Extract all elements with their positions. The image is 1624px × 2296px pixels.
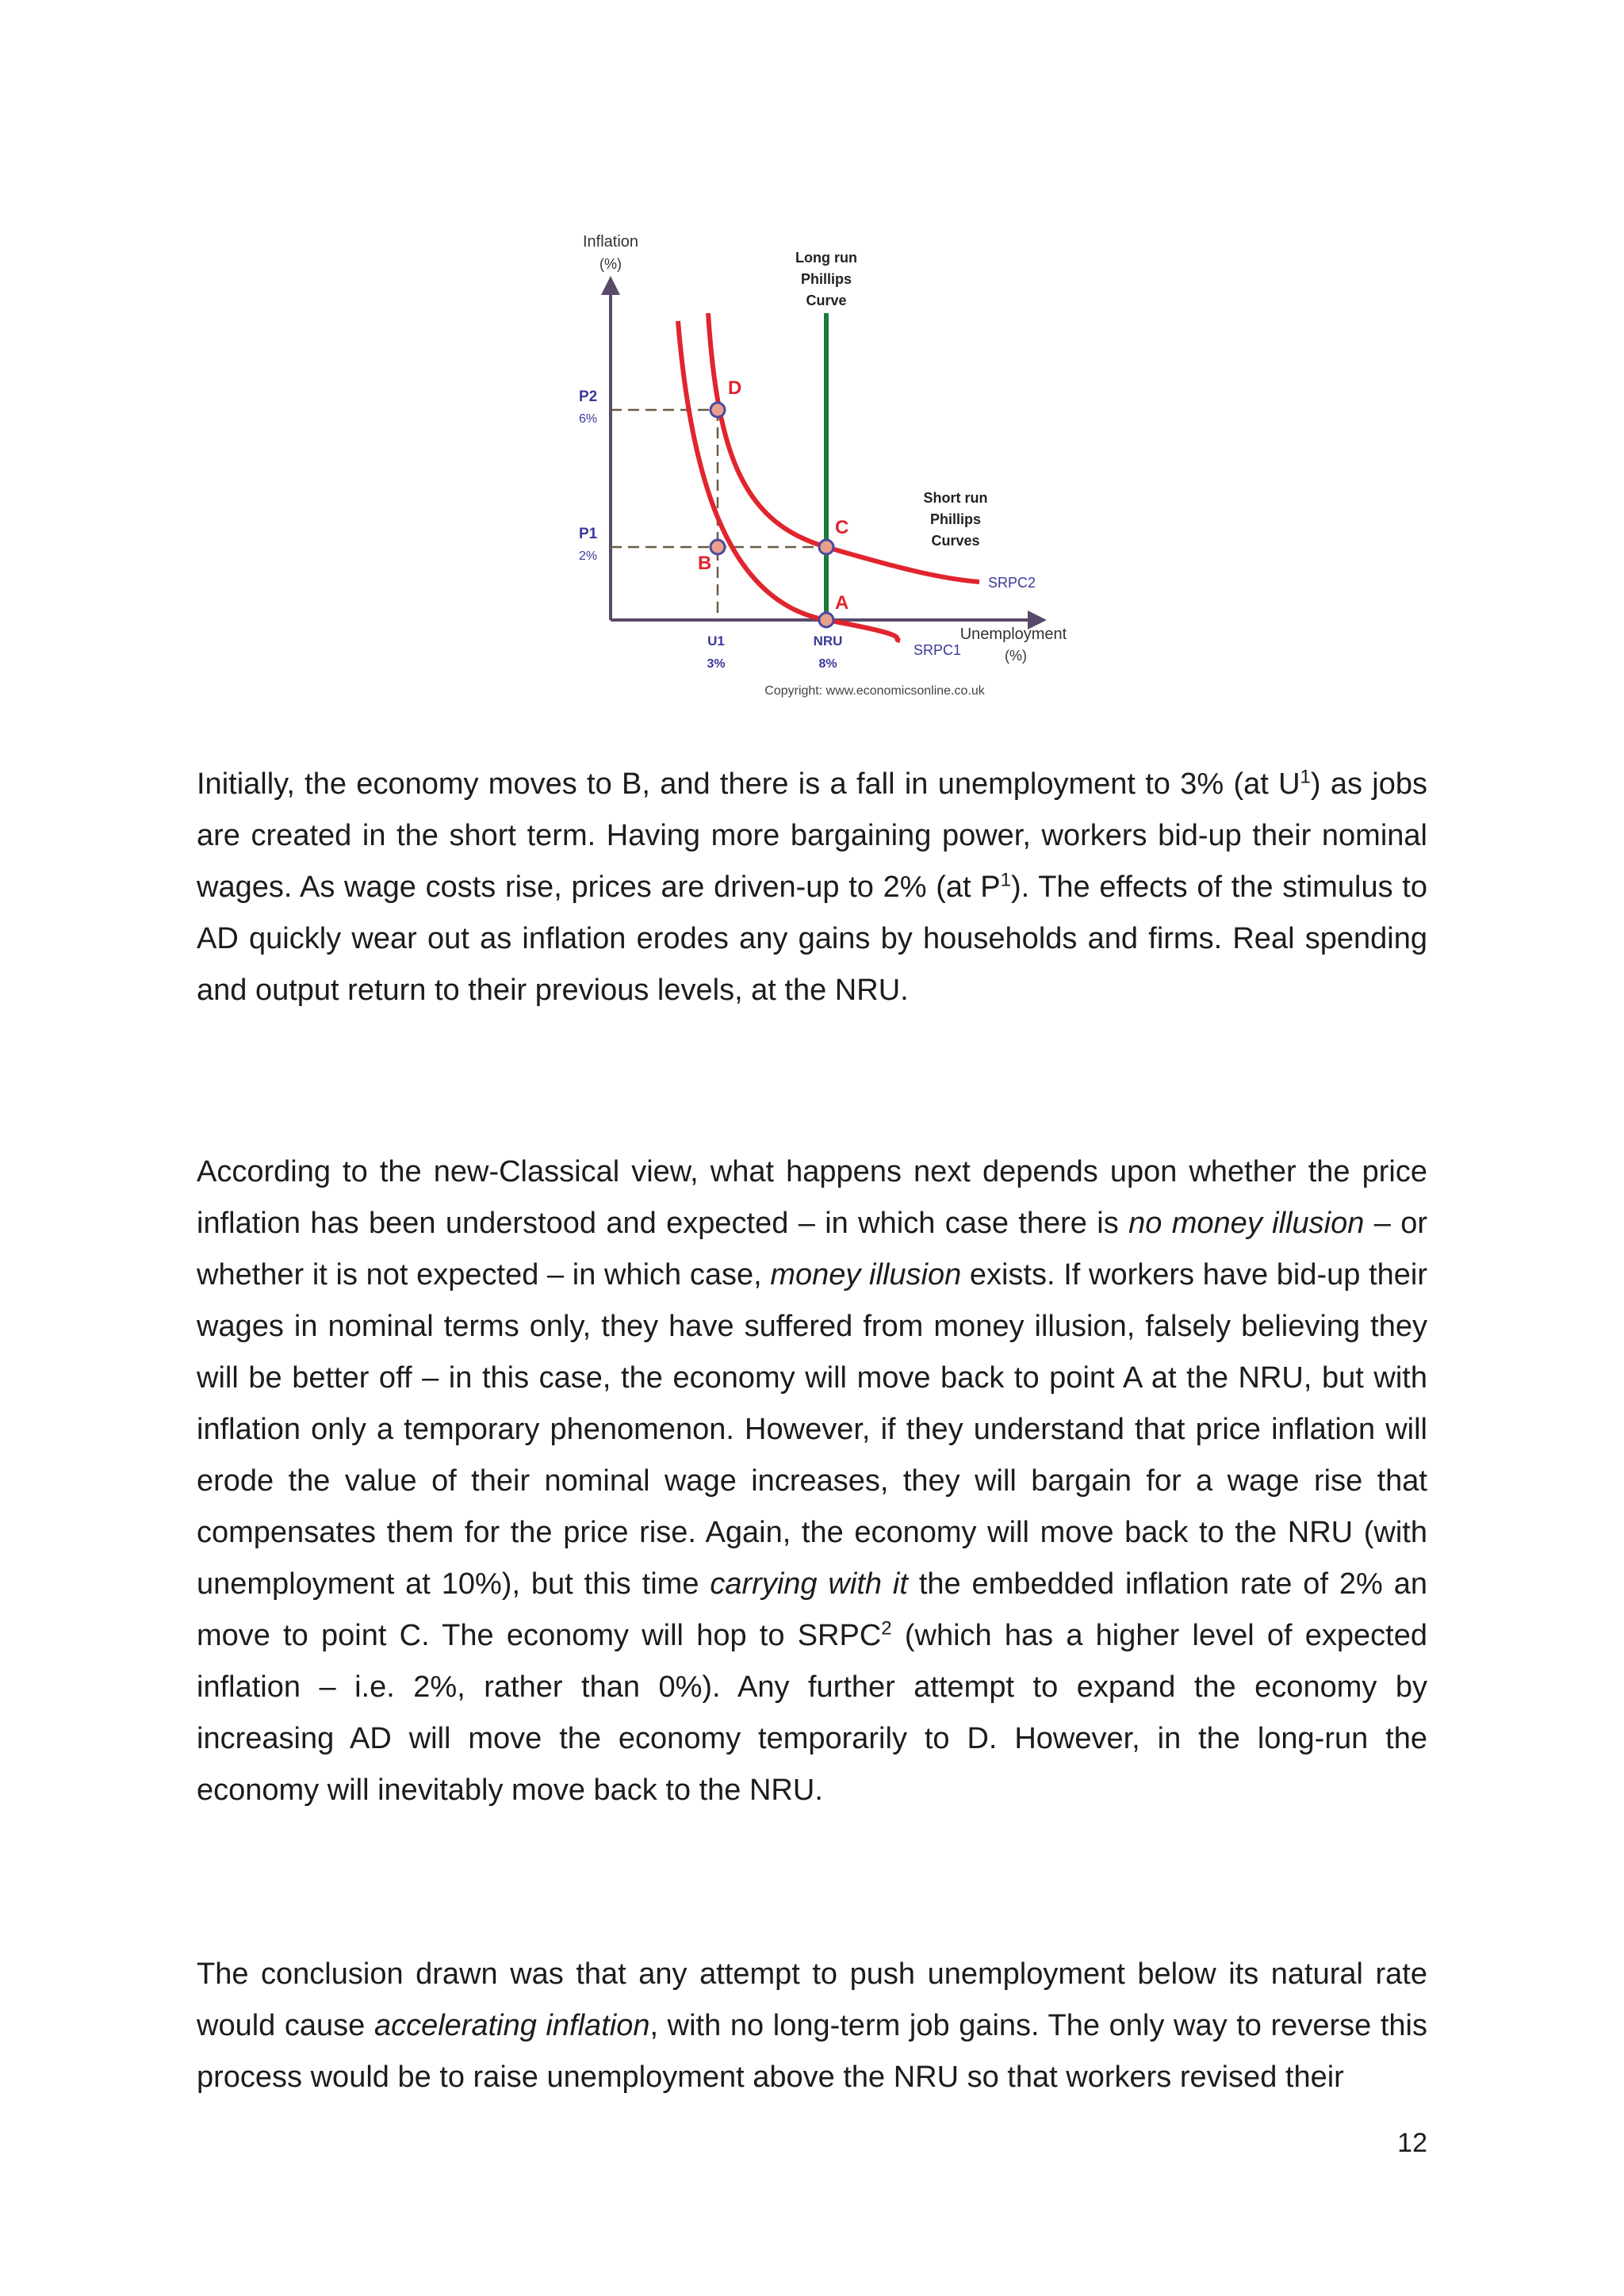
phillips-curve-figure xyxy=(0,0,1624,714)
paragraph-1: Initially, the economy moves to B, and there is a fall in unemployment to 3% (at $U^1$) as jobs are created in the short term. Having more bargaining power, workers bid-up their nominal wages. As wage costs rise, prices are driven-up to 2% (at $P^1$). The effects of the stimulus to AD quickly wear out as inflation erodes any gains by households and firms. Real spending and output return to their previous levels, at the NRU. xyxy=(197,766,1427,1007)
point-c-marker xyxy=(819,540,833,554)
point-b-label: B xyxy=(698,553,712,574)
srpc-label-line1: Short run xyxy=(923,490,988,506)
lrpc-label-line1: Long run xyxy=(795,250,857,266)
p1-value: 2% xyxy=(579,549,598,563)
point-d-label: D xyxy=(728,377,742,399)
p2-value: 6% xyxy=(579,412,598,426)
srpc-label-line2: Phillips xyxy=(929,511,982,527)
nru-label: NRU xyxy=(813,633,843,649)
paragraph-2: According to the new-Classical view, what happens next depends upon whether the price inflation has been understood and expected – in which case there is no money illusion – or whether it is not expected – in which case, money illusion exists. If workers have bid-up their wages in nominal terms only, they have suffered from money illusion, falsely believing they will be better off – in this case, the economy will move back to point A at the NRU, but with inflation only a temporary phenomenon. However, if they understand that price inflation will erode the value of their nominal wage increases, they will bargain for a wage rise that compensates them for the price rise. Again, the economy will move back to the NRU (with unemployment at 10%), but this time carrying with it the embedded inflation rate of 2% an move to point C. The economy will hop to SRPC$^2$ (which has a higher level of expected inflation – i.e. 2%, rather than 0%). Any further attempt to expand the economy by increasing AD will move the economy temporarily to D. However, in the long-run the economy will inevitably move back to the NRU. xyxy=(197,1155,1428,1807)
y-axis-label: Inflation xyxy=(582,233,639,251)
srpc2-label: SRPC2 xyxy=(988,575,1036,591)
lrpc-label-line2: Phillips xyxy=(800,271,852,287)
nru-value: 8% xyxy=(818,657,837,671)
u1-label: U1 xyxy=(707,633,725,649)
paragraph-3: The conclusion drawn was that any attempt to push unemployment below its natural rate would cause accelerating inflation, with no long-term job gains. The only way to reverse this process would be to raise unemployment above the NRU so that workers revised their xyxy=(197,1957,1428,2094)
srpc-label-line3: Curves xyxy=(931,533,980,549)
x-axis-label: Unemployment xyxy=(959,626,1067,643)
lrpc-label-line3: Curve xyxy=(806,293,847,308)
point-a-label: A xyxy=(835,592,849,614)
point-b-marker xyxy=(710,540,725,554)
x-axis-unit: (%) xyxy=(1005,648,1027,664)
srpc1-label: SRPC1 xyxy=(914,642,962,658)
p2-label: P2 xyxy=(579,388,598,405)
u1-value: 3% xyxy=(707,657,726,671)
y-axis-unit: (%) xyxy=(599,256,622,272)
figure-copyright: Copyright: www.economicsonline.co.uk xyxy=(764,684,985,698)
page-number: 12 xyxy=(1397,2128,1427,2158)
point-d-marker xyxy=(710,403,725,417)
p1-label: P1 xyxy=(579,526,598,542)
point-c-label: C xyxy=(835,517,849,538)
point-a-marker xyxy=(819,613,833,627)
